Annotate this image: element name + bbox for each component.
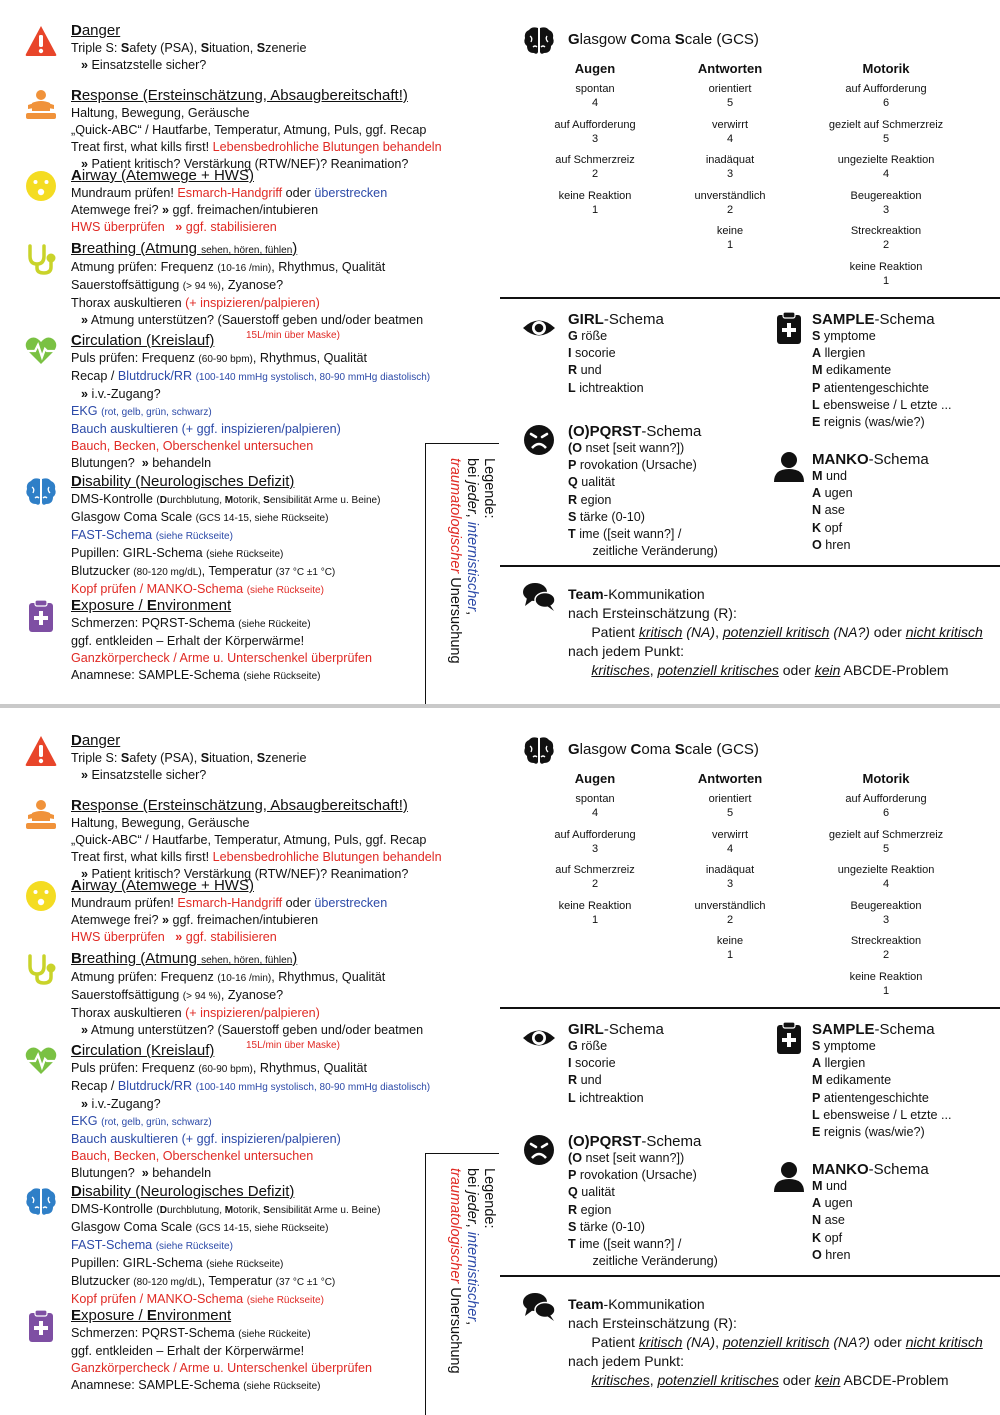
section-line: Glasgow Coma Scale (GCS 14-15, siehe Rückseite) bbox=[71, 510, 329, 524]
section-line: » Patient kritisch? Verstärkung (RTW/NEF)? Reanimation? bbox=[81, 157, 409, 171]
schema-row: P atientengeschichte bbox=[812, 1090, 929, 1105]
schema-row: K opf bbox=[812, 520, 843, 535]
schema-row: S ymptome bbox=[812, 329, 876, 343]
section-line: Bauch, Becken, Oberschenkel untersuchen bbox=[71, 439, 314, 453]
gcs-item: keine 1 bbox=[716, 935, 744, 961]
schema-row: R egion bbox=[568, 492, 612, 507]
section-line: » Atmung unterstützen? (Sauerstoff geben und/oder beatmen bbox=[81, 313, 424, 327]
schema-title: MANKO-Schema bbox=[812, 1161, 929, 1178]
sample-schema bbox=[812, 311, 952, 431]
gcs-column-antworten bbox=[650, 770, 810, 970]
schema-row: R egion bbox=[568, 1202, 612, 1217]
divider bbox=[500, 1275, 1000, 1277]
section-heading: Circulation (Kreislauf) bbox=[71, 332, 215, 349]
legend-text: Legende: bei jeder, internistischer, traumatologischer Unersuchung bbox=[447, 458, 497, 664]
card-front-copy-2 bbox=[0, 710, 1000, 1410]
girl-schema bbox=[568, 1021, 664, 1107]
schema-row: L ebensweise / L etzte ... bbox=[812, 1107, 952, 1122]
section-heading: Disability (Neurologisches Defizit) bbox=[71, 1183, 295, 1200]
stethoscope-icon bbox=[24, 952, 58, 986]
section-line: Blutzucker (80-120 mg/dL), Temperatur (37 °C ±1 °C) bbox=[71, 1274, 336, 1288]
section-line: » Einsatzstelle sicher? bbox=[81, 58, 207, 72]
section-heading: Breathing (Atmung sehen, hören, fühlen) bbox=[71, 240, 298, 257]
schema-row: T ime ([seit wann?] / bbox=[568, 1237, 682, 1252]
clipboard-icon bbox=[24, 599, 58, 633]
section-line: Bauch auskultieren (+ ggf. inspizieren/palpieren) bbox=[71, 1132, 341, 1146]
gcs-item: unverständlich 2 bbox=[694, 189, 766, 216]
legend-box bbox=[425, 443, 499, 705]
gcs-item: gezielt auf Schmerzreiz 5 bbox=[828, 828, 944, 855]
manko-schema bbox=[812, 1161, 929, 1264]
schema-row: P atientengeschichte bbox=[812, 380, 929, 395]
schema-row: M edikamente bbox=[812, 363, 892, 378]
section-heading: Danger bbox=[71, 732, 121, 749]
gcs-column-header: Antworten bbox=[697, 61, 763, 76]
schema-row: S tärke (0-10) bbox=[568, 509, 645, 524]
section-line: Mundraum prüfen! Esmarch-Handgriff oder überstrecken bbox=[71, 186, 388, 200]
schema-row: I socorie bbox=[568, 1056, 616, 1071]
patient-icon bbox=[24, 799, 58, 833]
schema-row: T ime ([seit wann?] / bbox=[568, 527, 682, 542]
schema-row: (O nset [seit wann?]) bbox=[568, 1151, 685, 1165]
oxygen-flow-note: 15L/min über Maske) bbox=[246, 1040, 340, 1051]
opqrst-schema bbox=[568, 1133, 718, 1270]
section-line: FAST-Schema (siehe Rückseite) bbox=[71, 1238, 233, 1252]
schema-row: N ase bbox=[812, 1213, 845, 1228]
section-line: » Atmung unterstützen? (Sauerstoff geben und/oder beatmen bbox=[81, 1023, 424, 1037]
section-line: Ganzkörpercheck / Arme u. Unterschenkel überprüfen bbox=[71, 1361, 373, 1375]
section-line: Atemwege frei? » ggf. freimachen/intubieren bbox=[71, 913, 319, 927]
gcs-title: Glasgow Coma Scale (GCS) bbox=[568, 31, 759, 48]
team-line: Patient kritisch (NA), potenziell kritisch (NA?) oder nicht kritisch bbox=[568, 624, 983, 640]
section-line: Puls prüfen: Frequenz (60-90 bpm), Rhythmus, Qualität bbox=[71, 1061, 367, 1075]
gcs-item: verwirrt 4 bbox=[711, 828, 749, 855]
schema-row: A llergien bbox=[812, 346, 866, 361]
schema-row: O hren bbox=[812, 1247, 851, 1262]
section-line: ggf. entkleiden – Erhalt der Körperwärme! bbox=[71, 1344, 305, 1358]
gcs-item: keine Reaktion 1 bbox=[558, 189, 632, 216]
section-heading: Response (Ersteinschätzung, Absaugbereitschaft!) bbox=[71, 87, 408, 104]
warning-icon bbox=[24, 734, 58, 768]
schema-row: M edikamente bbox=[812, 1073, 892, 1088]
clipboard-icon bbox=[24, 1309, 58, 1343]
section-line: Treat first, what kills first! Lebensbedrohliche Blutungen behandeln bbox=[71, 850, 442, 864]
section-line: Puls prüfen: Frequenz (60-90 bpm), Rhythmus, Qualität bbox=[71, 351, 367, 365]
schema-row: A llergien bbox=[812, 1056, 866, 1071]
section-line: Treat first, what kills first! Lebensbedrohliche Blutungen behandeln bbox=[71, 140, 442, 154]
section-line: Pupillen: GIRL-Schema (siehe Rückseite) bbox=[71, 1256, 284, 1270]
schema-row: K opf bbox=[812, 1230, 843, 1245]
section-line: Glasgow Coma Scale (GCS 14-15, siehe Rückseite) bbox=[71, 1220, 329, 1234]
schema-row: E reignis (was/wie?) bbox=[812, 415, 925, 430]
gcs-item: keine Reaktion 1 bbox=[849, 260, 923, 287]
schema-title: (O)PQRST-Schema bbox=[568, 1133, 702, 1150]
gcs-column-header: Augen bbox=[574, 61, 616, 76]
schema-row: A ugen bbox=[812, 1196, 853, 1211]
section-line: » Patient kritisch? Verstärkung (RTW/NEF)? Reanimation? bbox=[81, 867, 409, 881]
gcs-item: auf Aufforderung 3 bbox=[554, 118, 636, 145]
gcs-item: Streckreaktion 2 bbox=[850, 225, 922, 251]
eye-icon bbox=[522, 311, 556, 345]
gcs-column-header: Antworten bbox=[697, 771, 763, 786]
stethoscope-icon bbox=[24, 242, 58, 276]
schema-row: E reignis (was/wie?) bbox=[812, 1125, 925, 1140]
section-line: Anamnese: SAMPLE-Schema (siehe Rückseite) bbox=[71, 1378, 321, 1392]
gcs-item: Streckreaktion 2 bbox=[850, 935, 922, 961]
section-line: DMS-Kontrolle (Durchblutung, Motorik, Sensibilität Arme u. Beine) bbox=[71, 492, 381, 506]
cut-line-divider bbox=[0, 704, 1000, 708]
schema-row: L ebensweise / L etzte ... bbox=[812, 397, 952, 412]
team-line: Team-Kommunikation bbox=[568, 1296, 705, 1312]
section-line: Haltung, Bewegung, Geräusche bbox=[71, 106, 250, 120]
section-line: EKG (rot, gelb, grün, schwarz) bbox=[71, 404, 212, 418]
schema-row: M und bbox=[812, 1179, 848, 1193]
gcs-item: gezielt auf Schmerzreiz 5 bbox=[828, 118, 944, 145]
reference-panel bbox=[500, 0, 1000, 700]
chat-icon bbox=[522, 1290, 556, 1324]
section-line: Ganzkörpercheck / Arme u. Unterschenkel überprüfen bbox=[71, 651, 373, 665]
schema-row: R und bbox=[568, 363, 602, 378]
section-line: FAST-Schema (siehe Rückseite) bbox=[71, 528, 233, 542]
section-line: „Quick-ABC“ / Hautfarbe, Temperatur, Atmung, Puls, ggf. Recap bbox=[71, 833, 427, 847]
gcs-item: Beugereaktion 3 bbox=[850, 899, 922, 926]
schema-row: L ichtreaktion bbox=[568, 1090, 644, 1105]
gcs-item: ungezielte Reaktion 4 bbox=[837, 154, 935, 180]
gcs-item: keine 1 bbox=[716, 225, 744, 251]
divider bbox=[500, 565, 1000, 567]
warning-icon bbox=[24, 24, 58, 58]
schema-row: O hren bbox=[812, 537, 851, 552]
team-line: nach jedem Punkt: bbox=[568, 1353, 684, 1369]
section-heading: Airway (Atemwege + HWS) bbox=[71, 167, 254, 184]
chat-icon bbox=[522, 580, 556, 614]
section-line: Sauerstoffsättigung (> 94 %), Zyanose? bbox=[71, 278, 284, 292]
team-line: Team-Kommunikation bbox=[568, 586, 705, 602]
schema-title: (O)PQRST-Schema bbox=[568, 423, 702, 440]
schema-row: S ymptome bbox=[812, 1039, 876, 1053]
schema-row: G röße bbox=[568, 1039, 608, 1053]
section-line: Triple S: Safety (PSA), Situation, Szenerie bbox=[71, 41, 307, 55]
schema-row: A ugen bbox=[812, 486, 853, 501]
section-line: Blutungen? » behandeln bbox=[71, 456, 212, 470]
schema-row: (O nset [seit wann?]) bbox=[568, 441, 685, 455]
team-communication bbox=[568, 1295, 998, 1390]
team-line: nach Ersteinschätzung (R): bbox=[568, 1315, 737, 1331]
section-line: ggf. entkleiden – Erhalt der Körperwärme! bbox=[71, 634, 305, 648]
divider bbox=[500, 297, 1000, 299]
gcs-item: auf Aufforderung 6 bbox=[845, 793, 927, 819]
face-icon bbox=[24, 169, 58, 203]
section-line: Schmerzen: PQRST-Schema (siehe Rückeite) bbox=[71, 616, 311, 630]
clipboard-plus-icon bbox=[772, 1021, 806, 1055]
team-line: Patient kritisch (NA), potenziell kritisch (NA?) oder nicht kritisch bbox=[568, 1334, 983, 1350]
gcs-item: inadäquat 3 bbox=[705, 154, 755, 180]
opqrst-schema bbox=[568, 423, 718, 560]
gcs-item: spontan 4 bbox=[575, 83, 615, 109]
section-line: Bauch, Becken, Oberschenkel untersuchen bbox=[71, 1149, 314, 1163]
gcs-item: orientiert 5 bbox=[708, 83, 752, 109]
section-heading: Exposure / Environment bbox=[71, 1307, 232, 1324]
brain-icon bbox=[24, 475, 58, 509]
pain-face-icon bbox=[522, 423, 556, 457]
section-line: Anamnese: SAMPLE-Schema (siehe Rückseite) bbox=[71, 668, 321, 682]
legend-box bbox=[425, 1153, 499, 1415]
girl-schema bbox=[568, 311, 664, 397]
gcs-item: orientiert 5 bbox=[708, 793, 752, 819]
oxygen-flow-note: 15L/min über Maske) bbox=[246, 330, 340, 341]
divider bbox=[500, 1007, 1000, 1009]
gcs-column-header: Motorik bbox=[862, 771, 910, 786]
schema-title: GIRL-Schema bbox=[568, 311, 664, 328]
gcs-item: spontan 4 bbox=[575, 793, 615, 819]
schema-row: L ichtreaktion bbox=[568, 380, 644, 395]
team-line: nach jedem Punkt: bbox=[568, 643, 684, 659]
section-line: Blutzucker (80-120 mg/dL), Temperatur (37 °C ±1 °C) bbox=[71, 564, 336, 578]
section-line: HWS überprüfen » ggf. stabilisieren bbox=[71, 930, 277, 944]
section-line: DMS-Kontrolle (Durchblutung, Motorik, Sensibilität Arme u. Beine) bbox=[71, 1202, 381, 1216]
section-heading: Danger bbox=[71, 22, 121, 39]
section-heading: Response (Ersteinschätzung, Absaugbereitschaft!) bbox=[71, 797, 408, 814]
section-line: » i.v.-Zugang? bbox=[81, 387, 161, 401]
heart-pulse-icon bbox=[24, 334, 58, 368]
section-line: Haltung, Bewegung, Geräusche bbox=[71, 816, 250, 830]
section-line: Schmerzen: PQRST-Schema (siehe Rückeite) bbox=[71, 1326, 311, 1340]
manko-schema bbox=[812, 451, 929, 554]
section-line: » i.v.-Zugang? bbox=[81, 1097, 161, 1111]
gcs-item: ungezielte Reaktion 4 bbox=[837, 864, 935, 890]
gcs-title: Glasgow Coma Scale (GCS) bbox=[568, 741, 759, 758]
section-heading: Exposure / Environment bbox=[71, 597, 232, 614]
schema-row: Q ualität bbox=[568, 1185, 615, 1200]
person-icon bbox=[772, 1160, 806, 1194]
gcs-column-antworten bbox=[650, 60, 810, 260]
section-line: Pupillen: GIRL-Schema (siehe Rückseite) bbox=[71, 546, 284, 560]
gcs-item: auf Aufforderung 6 bbox=[845, 83, 927, 109]
schema-row: zeitliche Veränderung) bbox=[568, 544, 718, 559]
clipboard-plus-icon bbox=[772, 311, 806, 345]
gcs-column-header: Motorik bbox=[862, 61, 910, 76]
schema-row: G röße bbox=[568, 329, 608, 343]
gcs-item: inadäquat 3 bbox=[705, 864, 755, 890]
schema-title: MANKO-Schema bbox=[812, 451, 929, 468]
patient-icon bbox=[24, 89, 58, 123]
card-front-copy-1 bbox=[0, 0, 1000, 700]
legend-text: Legende: bei jeder, internistischer, traumatologischer Unersuchung bbox=[447, 1168, 497, 1374]
schema-title: SAMPLE-Schema bbox=[812, 311, 935, 328]
schema-row: I socorie bbox=[568, 346, 616, 361]
gcs-item: keine Reaktion 1 bbox=[558, 899, 632, 926]
schema-row: R und bbox=[568, 1073, 602, 1088]
brain-icon bbox=[522, 734, 556, 768]
gcs-item: auf Schmerzreiz 2 bbox=[555, 864, 635, 890]
section-line: Sauerstoffsättigung (> 94 %), Zyanose? bbox=[71, 988, 284, 1002]
gcs-item: Beugereaktion 3 bbox=[850, 189, 922, 216]
team-line: nach Ersteinschätzung (R): bbox=[568, 605, 737, 621]
schema-title: SAMPLE-Schema bbox=[812, 1021, 935, 1038]
schema-row: Q ualität bbox=[568, 475, 615, 490]
section-line: Thorax auskultieren (+ inspizieren/palpieren) bbox=[71, 1006, 320, 1020]
heart-pulse-icon bbox=[24, 1044, 58, 1078]
section-heading: Airway (Atemwege + HWS) bbox=[71, 877, 254, 894]
gcs-item: verwirrt 4 bbox=[711, 118, 749, 145]
section-line: Recap / Blutdruck/RR (100-140 mmHg systolisch, 80-90 mmHg diastolisch) bbox=[71, 1079, 431, 1093]
schema-row: zeitliche Veränderung) bbox=[568, 1254, 718, 1269]
brain-icon bbox=[24, 1185, 58, 1219]
section-line: Atemwege frei? » ggf. freimachen/intubieren bbox=[71, 203, 319, 217]
person-icon bbox=[772, 450, 806, 484]
schema-row: N ase bbox=[812, 503, 845, 518]
gcs-item: unverständlich 2 bbox=[694, 899, 766, 926]
gcs-item: auf Aufforderung 3 bbox=[554, 828, 636, 855]
section-line: „Quick-ABC“ / Hautfarbe, Temperatur, Atmung, Puls, ggf. Recap bbox=[71, 123, 427, 137]
section-line: » Einsatzstelle sicher? bbox=[81, 768, 207, 782]
section-line: Kopf prüfen / MANKO-Schema (siehe Rückseite) bbox=[71, 1292, 324, 1306]
team-communication bbox=[568, 585, 998, 680]
schema-row: M und bbox=[812, 469, 848, 483]
eye-icon bbox=[522, 1021, 556, 1055]
gcs-column-motorik bbox=[806, 60, 966, 295]
section-line: Atmung prüfen: Frequenz (10-16 /min), Rhythmus, Qualität bbox=[71, 260, 386, 274]
schema-row: P rovokation (Ursache) bbox=[568, 458, 697, 473]
section-line: Thorax auskultieren (+ inspizieren/palpieren) bbox=[71, 296, 320, 310]
gcs-item: auf Schmerzreiz 2 bbox=[555, 154, 635, 180]
team-line: kritisches, potenziell kritisches oder kein ABCDE-Problem bbox=[591, 662, 949, 678]
section-line: Atmung prüfen: Frequenz (10-16 /min), Rhythmus, Qualität bbox=[71, 970, 386, 984]
section-line: Triple S: Safety (PSA), Situation, Szenerie bbox=[71, 751, 307, 765]
gcs-column-header: Augen bbox=[574, 771, 616, 786]
brain-icon bbox=[522, 24, 556, 58]
face-icon bbox=[24, 879, 58, 913]
sample-schema bbox=[812, 1021, 952, 1141]
pain-face-icon bbox=[522, 1133, 556, 1167]
section-heading: Circulation (Kreislauf) bbox=[71, 1042, 215, 1059]
section-line: Recap / Blutdruck/RR (100-140 mmHg systolisch, 80-90 mmHg diastolisch) bbox=[71, 369, 431, 383]
schema-row: S tärke (0-10) bbox=[568, 1219, 645, 1234]
reference-panel bbox=[500, 710, 1000, 1410]
section-heading: Breathing (Atmung sehen, hören, fühlen) bbox=[71, 950, 298, 967]
section-heading: Disability (Neurologisches Defizit) bbox=[71, 473, 295, 490]
section-line: HWS überprüfen » ggf. stabilisieren bbox=[71, 220, 277, 234]
section-line: Bauch auskultieren (+ ggf. inspizieren/palpieren) bbox=[71, 422, 341, 436]
section-line: EKG (rot, gelb, grün, schwarz) bbox=[71, 1114, 212, 1128]
schema-row: P rovokation (Ursache) bbox=[568, 1168, 697, 1183]
gcs-item: keine Reaktion 1 bbox=[849, 970, 923, 997]
gcs-column-motorik bbox=[806, 770, 966, 1005]
section-line: Blutungen? » behandeln bbox=[71, 1166, 212, 1180]
schema-title: GIRL-Schema bbox=[568, 1021, 664, 1038]
team-line: kritisches, potenziell kritisches oder kein ABCDE-Problem bbox=[591, 1372, 949, 1388]
section-line: Kopf prüfen / MANKO-Schema (siehe Rückseite) bbox=[71, 582, 324, 596]
section-line: Mundraum prüfen! Esmarch-Handgriff oder überstrecken bbox=[71, 896, 388, 910]
